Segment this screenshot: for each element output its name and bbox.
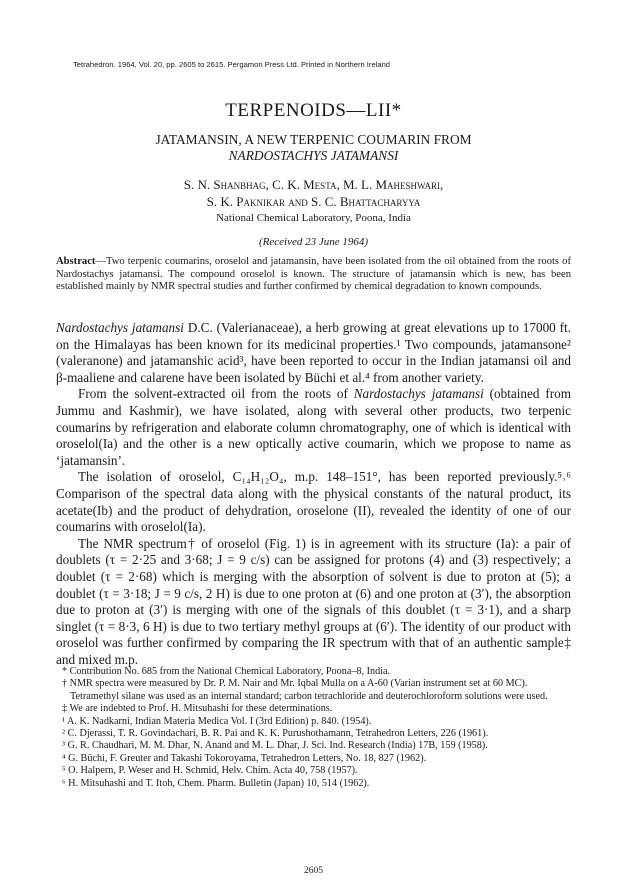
reference: ³ G. R. Chaudhari, M. M. Dhar, N. Anand and M. L. Dhar, J. Sci. Ind. Research (India) 17B, 159 (1958). <box>62 740 488 752</box>
paragraph-2-start: From the solvent-extracted oil from the roots of <box>78 386 354 402</box>
affiliation: National Chemical Laboratory, Poona, India <box>216 212 411 224</box>
article-title: TERPENOIDS—LII* <box>225 100 402 121</box>
footnote: ‡ We are indebted to Prof. H. Mitsuhashi for these determinations. <box>62 703 333 715</box>
paragraph-2-rest: (obtained from Jummu and Kashmir), we have isolated, along with several other products, two terpenic coumarins by refrigeration and elaborate column chromatography, one of which is identical with oroselol(Ia) and the other is a new optically active coumarin, which we propose to name as ‘jatamansin’. <box>56 386 571 468</box>
reference: ¹ A. K. Nadkarni, Indian Materia Medica Vol. I (3rd Edition) p. 840. (1954). <box>62 715 372 727</box>
species-name: Nardostachys jatamansi <box>353 386 484 402</box>
subtitle-line-1: JATAMANSIN, A NEW TERPENIC COUMARIN FROM <box>155 132 472 147</box>
author-line-2: S. K. Paknikar and S. C. Bhattacharyya <box>206 194 421 209</box>
article-subtitle <box>56 132 571 164</box>
species-name: Nardostachys jatamansi <box>56 320 184 335</box>
paper-page <box>56 0 571 892</box>
reference: ⁵ O. Halpern, P. Weser and H. Schmid, Helv. Chim. Acta 40, 758 (1957). <box>62 765 358 777</box>
page-number: 2605 <box>304 866 323 876</box>
footnote: * Contribution No. 685 from the National Chemical Laboratory, Poona–8, India. <box>62 666 391 677</box>
author-line-1: S. N. Shanbhag, C. K. Mesta, M. L. Maheshwari, <box>183 177 444 192</box>
paragraph-1 <box>56 320 571 386</box>
paragraph-3: The isolation of oroselol, C₁₄H₁₂O₄, m.p. 148–151°, has been reported previously.⁵˒⁶ Comparison of the spectral data along with the physical constants of the natural product, its acetate(Ib) and the product of dehydration, oroselone (II), revealed the identity of one of our coumarins with oroselol(Ia). <box>56 469 571 535</box>
footnotes <box>56 666 571 790</box>
body-text <box>56 320 571 668</box>
author-list <box>56 176 571 210</box>
paragraph-4: The NMR spectrum† of oroselol (Fig. 1) is in agreement with its structure (Ia): a pair of doublets (τ = 2·25 and 3·68; J = 9 c/s) can be assigned for protons (4) and (3) respectively; a doublet (τ = 2·68) which is merging with the absorption of solvent is due to proton at (5); a doublet (τ = 3·18; J = 9 c/s, 2 H) is due to one proton at (6) and one proton at (3′), the absorption due to proton at (3′) is merging with one of the signals of this doublet (τ = 3·1), and a sharp singlet (τ = 8·3, 6 H) is due to two tertiary methyl groups at (6′). The identity of our product with oroselol was further confirmed by comparing the IR spectrum with that of an authentic sample‡ and mixed m.p. <box>56 535 571 667</box>
abstract <box>56 256 571 294</box>
subtitle-line-2: NARDOSTACHYS JATAMANSI <box>228 148 399 163</box>
abstract-label: Abstract <box>56 256 96 267</box>
reference: ⁶ H. Mitsuhashi and T. Itoh, Chem. Pharm. Bulletin (Japan) 10, 514 (1962). <box>62 777 370 789</box>
reference: ² C. Djerassi, T. R. Govindachari, B. R. Pai and K. K. Purushothamann, Tetrahedron Letters, 226 (1961). <box>62 728 489 740</box>
paragraph-2 <box>56 386 571 469</box>
reference: ⁴ G. Büchi, F. Greuter and Takashi Tokoroyama, Tetrahedron Letters, No. 18, 827 (1962). <box>62 752 427 764</box>
paragraph-1-text: D.C. (Valerianaceae), a herb growing at great elevations up to 17000 ft. on the Himalayas has been known for its medicinal properties.¹ Two compounds, jatamansone² (valeranone) and jatamanshic acid³, have been reported to occur in the Indian jatamansi oil and β-maaliene and calarene have been isolated by Büchi et al.⁴ from another variety. <box>56 320 571 385</box>
abstract-text: —Two terpenic coumarins, oroselol and jatamansin, have been isolated from the oil obtained from the roots of Nardostachys jatamansi. The compound oroselol is known. The structure of jatamansin which is new, has been established mainly by NMR spectral studies and further confirmed by chemical degradation to known compounds. <box>56 256 571 292</box>
footnote: † NMR spectra were measured by Dr. P. M. Nair and Mr. Iqbal Mulla on a A-60 (Varian instrument set at 60 MC). Tetramethyl silane was used as an internal standard; carbon tetrachloride and deuterochloroform solutions were used. <box>62 678 548 702</box>
received-date: (Received 23 June 1964) <box>258 236 369 248</box>
journal-header: Tetrahedron. 1964, Vol. 20, pp. 2605 to 2615. Pergamon Press Ltd. Printed in Northern Ireland <box>73 60 391 69</box>
